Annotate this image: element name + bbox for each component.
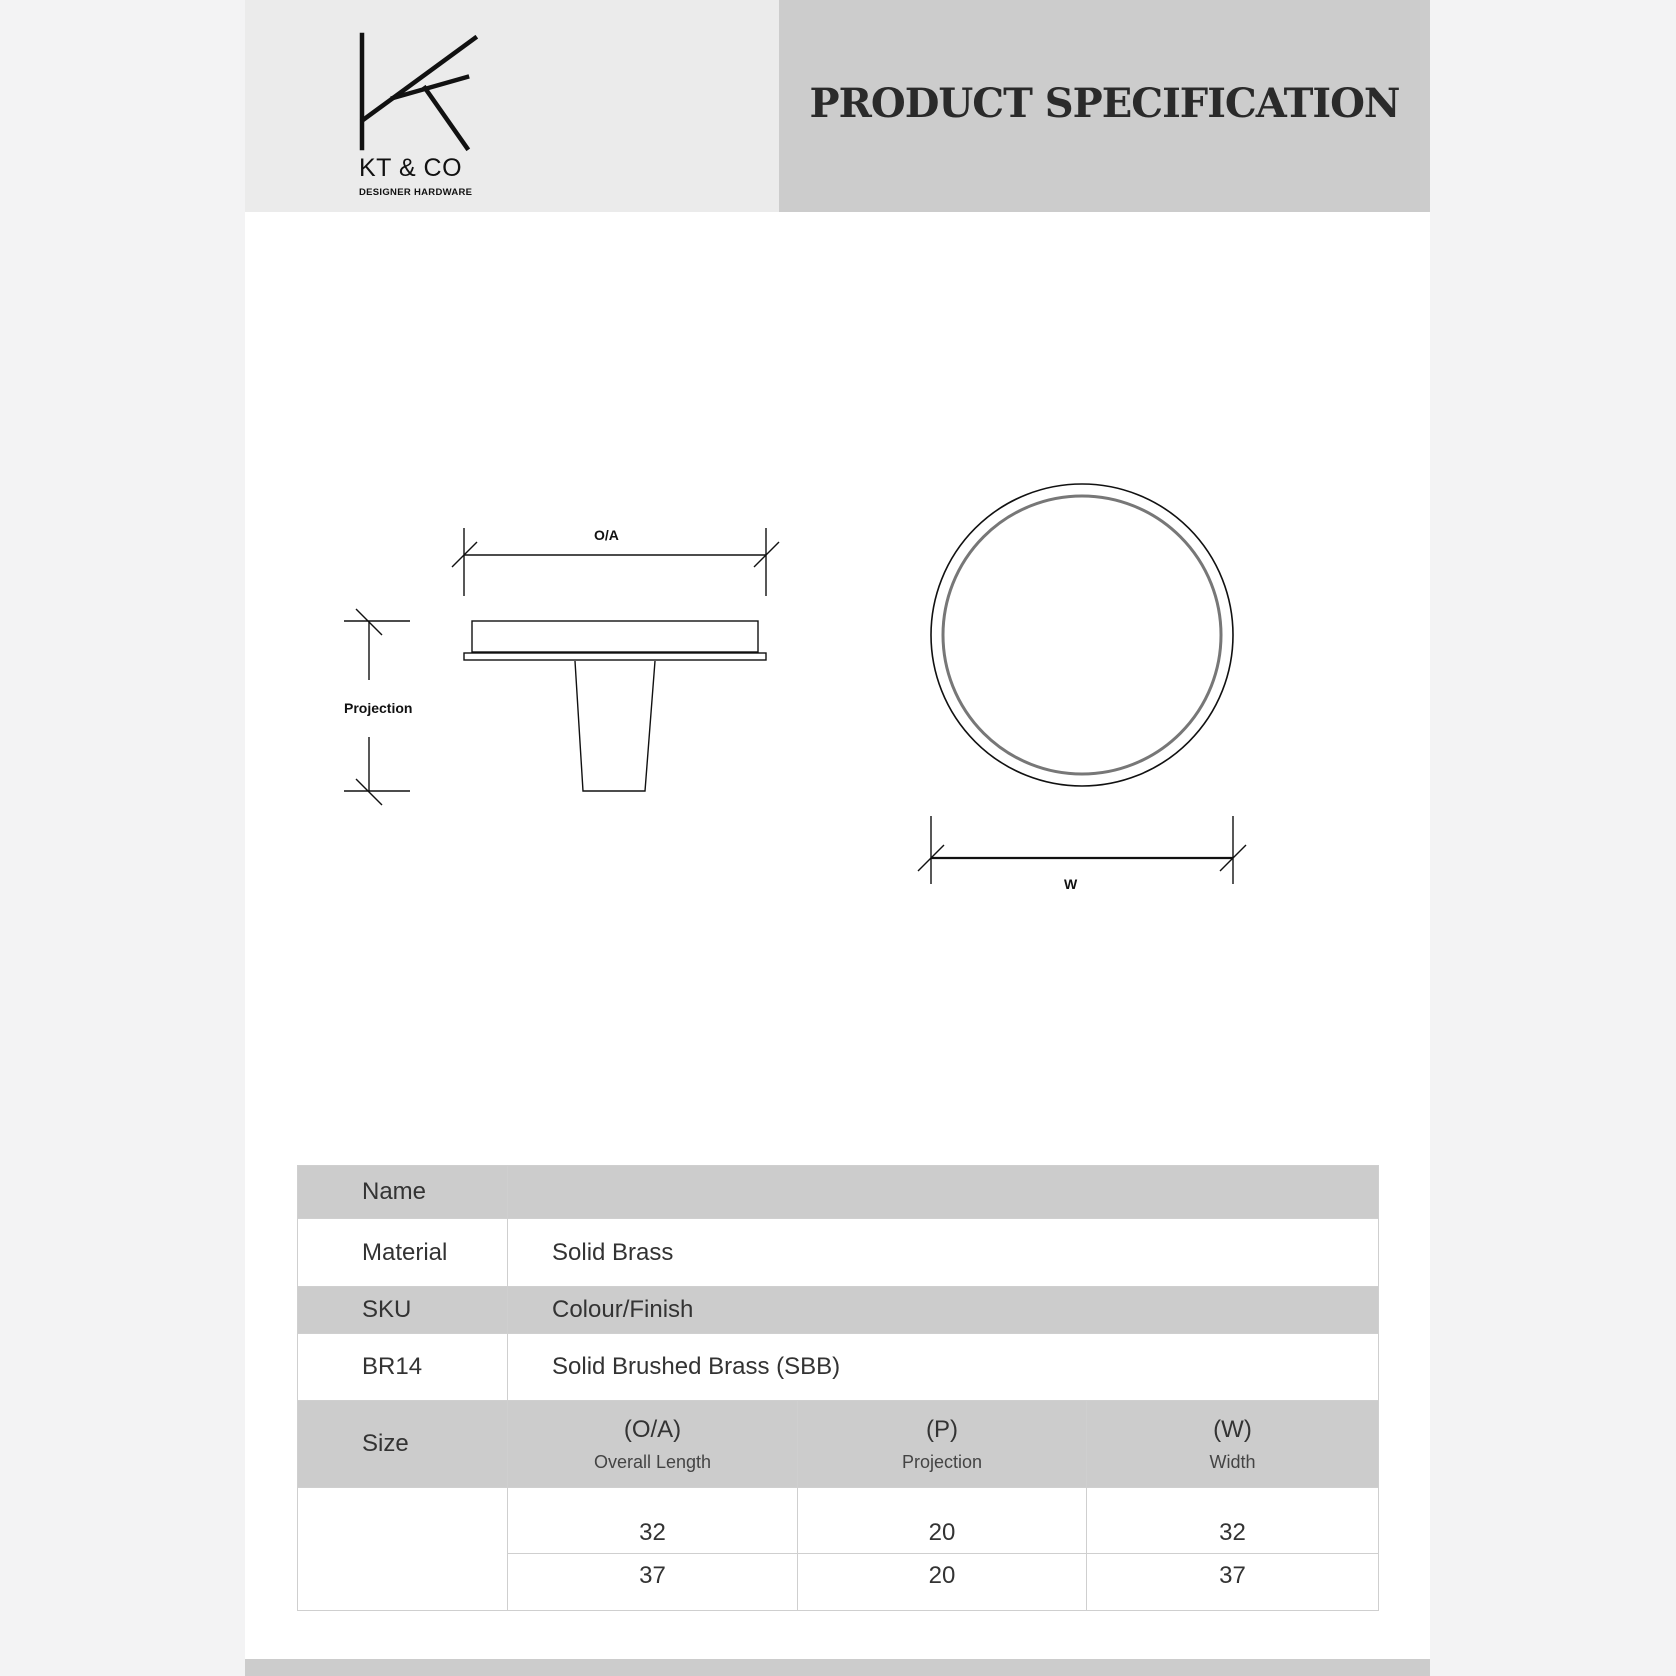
size-cell: 37 <box>1087 1554 1379 1611</box>
finish-label: Colour/Finish <box>508 1287 1379 1334</box>
table-row <box>298 1334 1379 1401</box>
col-width <box>1087 1401 1379 1488</box>
technical-drawing <box>245 212 1430 912</box>
col-code: (P) <box>926 1415 958 1443</box>
table-row <box>298 1166 1379 1219</box>
knob-side-view <box>464 621 766 791</box>
size-blank-cell <box>298 1488 508 1611</box>
finish-value: Solid Brushed Brass (SBB) <box>508 1334 1379 1401</box>
col-code: (O/A) <box>623 1415 682 1443</box>
brand-panel <box>245 0 779 212</box>
size-cell: 37 <box>508 1554 798 1611</box>
col-overall-length <box>508 1401 798 1488</box>
material-label: Material <box>298 1219 508 1287</box>
footer-bar <box>245 1659 1430 1676</box>
brand-tagline: DESIGNER HARDWARE <box>359 187 473 198</box>
col-desc: Width <box>1209 1451 1256 1472</box>
col-code: (W) <box>1213 1415 1252 1443</box>
table-row <box>298 1219 1379 1287</box>
size-cell: 32 <box>1087 1488 1379 1554</box>
size-cell: 32 <box>508 1488 798 1554</box>
size-header-row <box>298 1401 1379 1488</box>
page-title: PRODUCT SPECIFICATION <box>809 80 1400 127</box>
size-row <box>298 1488 1379 1554</box>
brand-name: KT & CO <box>359 154 463 182</box>
spec-table <box>297 1165 1379 1611</box>
title-panel <box>779 0 1430 212</box>
size-cell: 20 <box>798 1488 1087 1554</box>
col-desc: Projection <box>901 1451 983 1472</box>
knob-front-view <box>931 484 1233 786</box>
oa-label: O/A <box>594 527 619 543</box>
table-row <box>298 1287 1379 1334</box>
kt-logo-icon <box>355 30 485 155</box>
size-label: Size <box>298 1401 508 1488</box>
spec-sheet <box>245 0 1430 1676</box>
name-label: Name <box>298 1166 508 1219</box>
material-value: Solid Brass <box>508 1219 1379 1287</box>
name-value <box>508 1166 1379 1219</box>
col-projection <box>798 1401 1087 1488</box>
width-dimension <box>918 816 1246 884</box>
sku-value: BR14 <box>298 1334 508 1401</box>
projection-label: Projection <box>344 700 413 716</box>
sku-label: SKU <box>298 1287 508 1334</box>
col-desc: Overall Length <box>593 1451 712 1472</box>
size-cell: 20 <box>798 1554 1087 1611</box>
width-label: W <box>1064 876 1078 892</box>
